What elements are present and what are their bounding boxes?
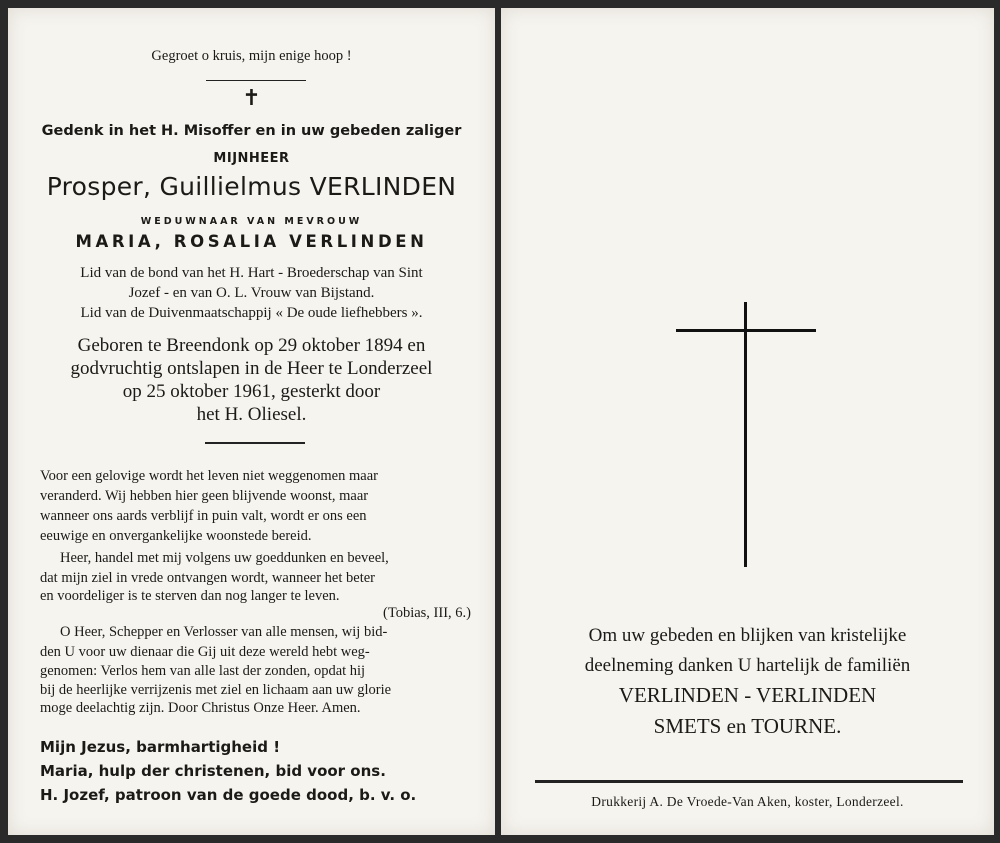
family-names: VERLINDEN - VERLINDEN	[618, 683, 877, 707]
small-cross-icon: ✝	[242, 86, 261, 111]
left-card-panel	[8, 8, 495, 835]
widower-label: WEDUWNAAR VAN MEVROUW	[140, 216, 363, 227]
prayer-line: den U voor uw dienaar die Gij uit deze wereld hebt weg-	[40, 644, 370, 660]
prayer-line: genomen: Verlos hem van alle last der zonden, opdat hij	[40, 663, 366, 679]
prayer-line: moge deelachtig zijn. Door Christus Onze Heer. Amen.	[40, 700, 361, 716]
invocation-line: Mijn Jezus, barmhartigheid !	[40, 738, 281, 756]
prayer-line: O Heer, Schepper en Verlosser van alle mensen, wij bid-	[60, 624, 388, 640]
thanks-line: Om uw gebeden en blijken van kristelijke	[588, 625, 907, 646]
birth-death-line: Geboren te Breendonk op 29 oktober 1894 en	[77, 335, 426, 356]
spouse-name: MARIA, ROSALIA VERLINDEN	[75, 232, 428, 251]
verse-line: dat mijn ziel in vrede ontvangen wordt, wanneer het beter	[40, 570, 375, 586]
thanks-line: deelneming danken U hartelijk de familiën	[584, 655, 911, 676]
membership-line: Lid van de bond van het H. Hart - Broederschap van Sint	[80, 265, 423, 281]
cross-vertical-bar	[744, 302, 747, 567]
divider-top	[206, 80, 306, 81]
verse-line: en voordeliger is te sterven dan nog langer te leven.	[40, 588, 340, 604]
membership-line: Jozef - en van O. L. Vrouw van Bijstand.	[128, 285, 375, 301]
divider-middle	[205, 442, 305, 444]
invocation-line: Maria, hulp der christenen, bid voor ons.	[40, 762, 386, 780]
invocation-line: H. Jozef, patroon van de goede dood, b. v. o.	[40, 786, 417, 804]
right-card-panel	[501, 8, 994, 835]
verse-line: Voor een gelovige wordt het leven niet weggenomen maar	[40, 468, 378, 484]
deceased-name: Prosper, Guillielmus VERLINDEN	[46, 172, 457, 201]
divider-bottom	[535, 780, 963, 783]
honorific: MIJNHEER	[213, 151, 290, 166]
printer-credit: Drukkerij A. De Vroede-Van Aken, koster, Londerzeel.	[591, 794, 904, 809]
remembrance-line: Gedenk in het H. Misoffer en in uw gebeden zaliger	[41, 123, 462, 139]
birth-death-line: het H. Oliesel.	[196, 404, 307, 425]
verse-line: wanneer ons aards verblijf in puin valt, wordt er ons een	[40, 508, 367, 524]
verse-line: Heer, handel met mij volgens uw goeddunken en beveel,	[60, 550, 389, 566]
greeting-line: Gegroet o kruis, mijn enige hoop !	[151, 48, 352, 64]
birth-death-line: op 25 oktober 1961, gesterkt door	[122, 381, 381, 402]
verse-line: eeuwige en onvergankelijke woonstede bereid.	[40, 528, 312, 544]
family-names: SMETS en TOURNE.	[653, 714, 842, 738]
membership-line: Lid van de Duivenmaatschappij « De oude liefhebbers ».	[80, 305, 423, 321]
prayer-line: bij de heerlijke verrijzenis met ziel en lichaam aan uw glorie	[40, 682, 392, 698]
cross-horizontal-bar	[676, 329, 816, 332]
verse-line: veranderd. Wij hebben hier geen blijvende woonst, maar	[40, 488, 369, 504]
birth-death-line: godvruchtig ontslapen in de Heer te Londerzeel	[70, 358, 433, 379]
verse-reference: (Tobias, III, 6.)	[383, 605, 471, 621]
